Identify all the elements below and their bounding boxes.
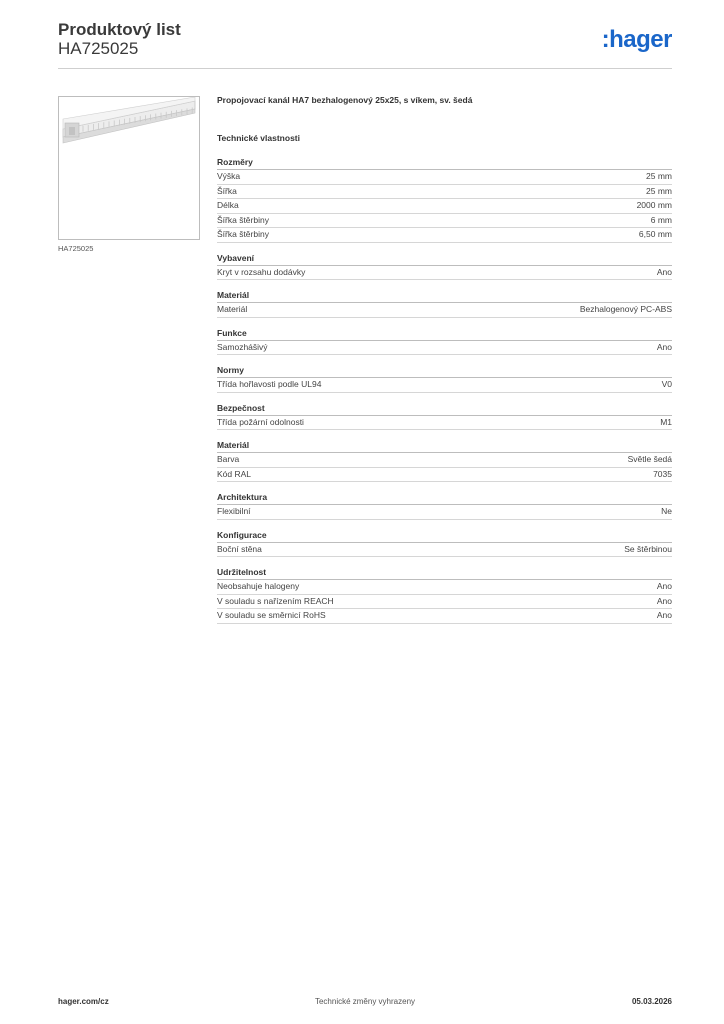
property-section: [217, 566, 672, 624]
property-section: [217, 289, 672, 318]
property-label: Šířka štěrbiny: [217, 214, 269, 225]
section-title: Bezpečnost: [217, 402, 672, 416]
property-value: 25 mm: [646, 185, 672, 196]
product-code: HA725025: [58, 39, 139, 58]
section-title: Materiál: [217, 289, 672, 303]
property-row: [217, 170, 672, 185]
property-label: Šířka štěrbiny: [217, 229, 269, 239]
property-sections: [217, 156, 672, 624]
property-section: [217, 402, 672, 431]
section-title: Funkce: [217, 327, 672, 341]
property-label: Neobsahuje halogeny: [217, 581, 300, 591]
property-label: Materiál: [217, 304, 248, 314]
property-row: [217, 228, 672, 243]
property-label: Barva: [217, 454, 240, 464]
property-label: Flexibilní: [217, 506, 251, 516]
logo-lettering: :hager: [601, 26, 672, 53]
section-title: Udržitelnost: [217, 566, 672, 580]
property-value: Bezhalogenový PC-ABS: [579, 304, 672, 314]
property-label: Délka: [217, 200, 239, 210]
footer-website: hager.com/cz: [58, 997, 109, 1006]
property-row: [217, 609, 672, 624]
image-caption: HA725025: [58, 244, 94, 253]
footer-notice: Technické změny vyhrazeny: [314, 997, 416, 1006]
property-row: [217, 453, 672, 468]
section-title: Architektura: [217, 491, 672, 505]
section-title: Materiál: [217, 439, 672, 453]
property-section: [217, 156, 672, 243]
property-row: [217, 214, 672, 229]
property-value: Světle šedá: [627, 454, 672, 464]
page-header: [58, 20, 672, 69]
property-value: Se štěrbinou: [624, 543, 672, 554]
property-value: Ano: [656, 581, 672, 591]
section-title: Rozměry: [217, 156, 672, 170]
property-label: Samozhášivý: [217, 341, 268, 352]
property-label: Výška: [217, 171, 241, 181]
property-value: 7035: [653, 468, 672, 479]
technical-properties-title: Technické vlastnosti: [217, 133, 300, 143]
section-title: Normy: [217, 364, 672, 378]
section-title: Vybavení: [217, 252, 672, 266]
property-value: Ano: [656, 595, 672, 606]
property-row: [217, 595, 672, 610]
property-value: V0: [661, 379, 672, 389]
product-details: [217, 94, 672, 633]
property-value: M1: [660, 416, 672, 427]
section-title: Konfigurace: [217, 529, 672, 543]
property-value: 6,50 mm: [638, 229, 672, 239]
property-section: [217, 439, 672, 482]
footer-date: 05.03.2026: [631, 997, 672, 1006]
property-row: [217, 199, 672, 214]
property-row: [217, 266, 672, 281]
property-section: [217, 252, 672, 281]
property-value: Ano: [656, 266, 672, 277]
property-value: Ano: [656, 610, 672, 620]
property-value: Ne: [661, 506, 672, 516]
property-row: [217, 341, 672, 356]
property-row: [217, 505, 672, 520]
property-value: 6 mm: [650, 214, 672, 225]
property-value: 25 mm: [646, 171, 672, 181]
property-section: [217, 364, 672, 393]
document-title: Produktový list: [58, 20, 181, 39]
property-label: Šířka: [217, 185, 237, 196]
property-row: [217, 580, 672, 595]
property-row: [217, 416, 672, 431]
property-section: [217, 491, 672, 520]
property-label: Kryt v rozsahu dodávky: [217, 266, 306, 277]
property-row: [217, 543, 672, 558]
cable-duct-illustration: [59, 97, 199, 239]
property-section: [217, 327, 672, 356]
product-name: Propojovací kanál HA7 bezhalogenový 25x25, s víkem, sv. šedá: [217, 95, 473, 105]
property-value: Ano: [656, 341, 672, 352]
property-label: Boční stěna: [217, 543, 262, 554]
property-section: [217, 529, 672, 558]
product-image: [58, 96, 200, 240]
hager-logo: [588, 26, 672, 54]
property-row: [217, 185, 672, 200]
property-label: Třída hořlavosti podle UL94: [217, 379, 322, 389]
property-row: [217, 378, 672, 393]
property-label: V souladu s nařízením REACH: [217, 595, 334, 606]
property-row: [217, 468, 672, 483]
property-label: Kód RAL: [217, 468, 252, 479]
property-value: 2000 mm: [636, 200, 672, 210]
property-label: V souladu se směrnicí RoHS: [217, 610, 326, 620]
property-label: Třída požární odolnosti: [217, 416, 304, 427]
property-row: [217, 303, 672, 318]
